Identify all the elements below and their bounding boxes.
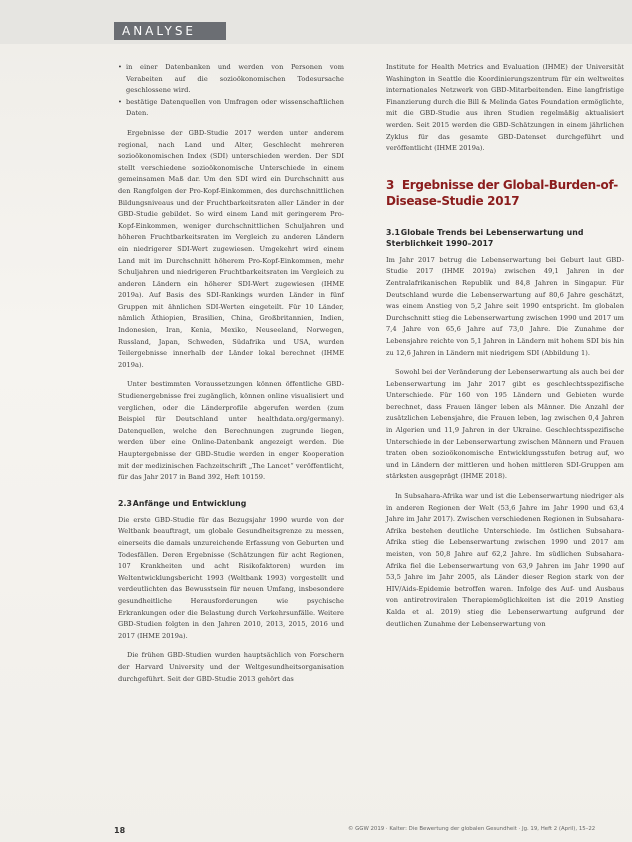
paragraph: Unter bestimmten Voraussetzungen können öffentliche GBD-Studienergebnisse frei zugänglich, können online visualisiert und verglichen, oder die Länderprofile abgerufen werden (zum Beispiel für Deutschland unter healthdata.org/germany). Datenquellen, welche den Berechnungen zugrunde liegen, werden über eine Online-Datenbank angezeigt werden. Die Hauptergebnisse der GBD-Studie werden in enger Kooperation mit der medizinischen Fachzeitschrift „The Lancet“ veröffentlicht, für das Jahr 2017 in Band 392, Heft 10159. xyxy=(118,380,344,482)
paragraph: Die frühen GBD-Studien wurden hauptsächlich von Forschern der Harvard University und der Weltgesundheitsorganisation durchgeführt. Seit der GBD-Studie 2013 gehört das xyxy=(118,651,344,683)
heading-number: 3 xyxy=(386,177,395,192)
page-number: 18 xyxy=(114,826,126,835)
header-band xyxy=(0,0,632,44)
section-heading-3 xyxy=(386,177,624,209)
heading-text: Ergebnisse der Global-Burden-of-Disease-Studie 2017 xyxy=(386,177,618,208)
paragraph: Die erste GBD-Studie für das Bezugsjahr 1990 wurde von der Weltbank beauftragt, um globale Gesundheitsgrenze zu messen, einerseits die damals unzureichende Erfassung von Geburten und Todesfällen. Deren Ergebnisse (Schätzungen für acht Regionen, 107 Krankheiten und acht Risikofaktoren) wurden im Weltentwicklungsbericht 1993 (Weltbank 1993) vorgestellt und verdeutlichten das Bewusstsein für neuen Umfang, insbesondere gesundheitliche Herausforderungen wie psychische Erkrankungen oder die Belastung durch Verkehrsunfälle. Weitere GBD-Studien folgten in den Jahren 2010, 2013, 2015, 2016 und 2017 (IHME 2019a). xyxy=(118,515,344,640)
left-column xyxy=(118,62,344,693)
section-tag: ANALYSE xyxy=(114,22,226,40)
paragraph: Im Jahr 2017 betrug die Lebenserwartung bei Geburt laut GBD-Studie 2017 (IHME 2019a) zwischen 49,1 Jahren in der Zentralafrikanischen Republik und 84,8 Jahren in Singapur. Für Deutschland wurde die Lebenserwartung auf 80,6 Jahre geschätzt, was einem Anstieg von 5,2 Jahre seit 1990 entspricht. Im globalen Durchschnitt stieg die Lebenserwartung zwischen 1990 und 2017 um 7,4 Jahre von 65,6 Jahre auf 73,0 Jahre. Die Zunahme der Lebensjahre reichte von 5,1 Jahren in Ländern mit hohem SDI bis hin zu 12,6 Jahren in Ländern mit niedrigem SDI (Abbildung 1). xyxy=(386,255,624,357)
bullet-item: • in einer Datenbanken und werden von Personen vom Verabeiten auf die sozioökonomischen Todesursache geschlossene wird. xyxy=(118,62,344,97)
heading-number: 3.1 xyxy=(386,227,400,237)
footer-citation: © GGW 2019 · Kalter: Die Bewertung der globalen Gesundheit · Jg. 19, Heft 2 (April), 15–22 xyxy=(348,826,596,832)
heading-number: 2.3 xyxy=(118,498,132,508)
paragraph: In Subsahara-Afrika war und ist die Lebenserwartung niedriger als in anderen Regionen der Welt (53,6 Jahre im Jahr 1990 und 63,4 Jahre im Jahr 2017). Zwischen verschiedenen Regionen in Subsahara-Afrika bestehen deutliche Unterschiede. Im östlichen Subsahara-Afrika stieg die Lebenserwartung zwischen 1990 und 2017 am meisten, von 50,8 Jahre auf 62,2 Jahre. Im südlichen Subsahara-Afrika fiel die Lebenserwartung von 63,9 Jahren im Jahr 1990 auf 53,5 Jahre im Jahr 2005, als Länder dieser Region stark von der HIV/Aids-Epidemie betroffen waren. Infolge des Auf- und Ausbaus von antiretroviralen Therapiemöglichkeiten ist die 2019 Anstieg Kalda et al. 2019) stieg die Lebenserwartung aufgrund der deutlichen Zunahme der Lebenserwartung von xyxy=(386,492,624,628)
bullet-list xyxy=(118,62,344,120)
paragraph: Ergebnisse der GBD-Studie 2017 werden unter anderem regional, nach Land und Alter, Geschlecht mehreren sozioökonomischen Index (SDI) unterschieden werden. Der SDI stellt verschiedene sozioökonomische Unterschiede in einem gemeinsamen Maß dar. Um den SDI wird ein Durchschnitt aus den Rangfolgen der Pro-Kopf-Einkommen, des durchschnittlichen Bildungsniveaus und der Fruchtbarkeitsraten aller Länder in der GBD-Studie gebildet. So wird einem Land mit geringerem Pro-Kopf-Einkommen, weniger durchschnittlichen Schuljahren und höheren Fruchtbarkeitsraten im Vergleich zu anderen Ländern ein niedrigerer SDI-Wert zugewiesen. Umgekehrt wird einem Land mit im Durchschnitt höherem Pro-Kopf-Einkommen, mehr Schuljahren und niedrigeren Fruchtbarkeitsraten im Vergleich zu anderen Ländern ein höherer SDI-Wert zugewiesen (IHME 2019a). Auf Basis des SDI-Rankings wurden Länder in fünf Gruppen mit ähnlichen SDI-Werten eingeteilt. Für 10 Länder, nämlich Äthiopien, Brasilien, China, Großbritannien, Indien, Indonesien, Iran, Kenia, Mexiko, Neuseeland, Norwegen, Russland, Japan, Schweden, Südafrika und USA, wurden Teilergebnisse innerhalb der Länder lokal berechnet (IHME 2019a). xyxy=(118,128,344,369)
paragraph: Sowohl bei der Veränderung der Lebenserwartung als auch bei der Lebenserwartung im Jahr 2017 gibt es geschlechtsspezifische Unterschiede. Für 160 von 195 Ländern und Gebieten wurde berechnet, dass Frauen länger leben als Männer. Die Anzahl der zusätzlichen Lebensjahre, die Frauen leben, lag zwischen 0,4 Jahren in Algerien und 11,9 Jahren in der Ukraine. Geschlechtsspezifische Unterschiede in der Lebenserwartung zwischen Männern und Frauen traten oben sozioökonomische Entwicklungsstufen betrug auf, wo und in Ländern der mittleren und hohen mittleren SDI-Gruppen am stärksten ausgeprägt (IHME 2018). xyxy=(386,368,624,481)
section-heading-2-3 xyxy=(118,498,344,509)
heading-text: Anfänge und Entwicklung xyxy=(132,498,247,508)
bullet-item: • bestätige Datenquellen von Umfragen oder wissenschaftlichen Daten. xyxy=(118,97,344,120)
heading-text: Globale Trends bei Lebenserwartung und Sterblichkeit 1990–2017 xyxy=(386,227,584,248)
right-column xyxy=(386,62,624,638)
paragraph: Institute for Health Metrics and Evaluation (IHME) der Universität Washington in Seattle die Koordinierungszentrum für ein weltweites internationales Netzwerk von GBD-Mitarbeitenden. Eine langfristige Finanzierung durch die Bill & Melinda Gates Foundation ermöglichte, mit die GBD-Studie aus ihren Studien regelmäßig aktualisiert werden. Seit 2015 werden die GBD-Schätzungen in einem jährlichen Zyklus für das gesamte GBD-Datenset durchgeführt und veröffentlicht (IHME 2019a). xyxy=(386,63,624,153)
section-heading-3-1 xyxy=(386,227,624,249)
